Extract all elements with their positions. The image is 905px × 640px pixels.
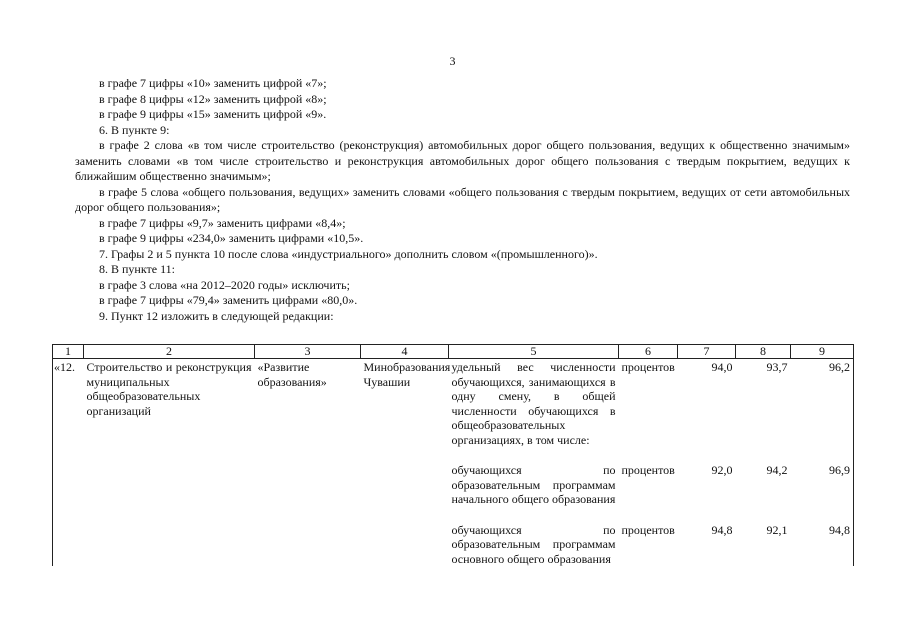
paragraph: 9. Пункт 12 изложить в следующей редакции: [99,308,334,323]
paragraph: в графе 7 цифры «9,7» заменить цифрами «8,4»; [99,215,346,230]
indicator-value-9: 96,2 [791,359,854,448]
indicator-value-7: 92,0 [711,463,733,477]
table-row [53,359,854,448]
item-program: «Развитие образования» [257,360,327,389]
item-number: «12. [53,359,84,448]
column-header: 9 [791,345,854,359]
column-header: 5 [449,345,619,359]
paragraph: 7. Графы 2 и 5 пункта 10 после слова «индустриального» дополнить словом «(промышленного)». [99,246,598,261]
indicator-value-8: 94,2 [766,463,788,477]
column-header: 2 [84,345,255,359]
column-header: 6 [619,345,678,359]
indicator-value-7: 94,0 [711,360,733,374]
paragraph: в графе 7 цифры «79,4» заменить цифрами «80,0». [99,293,358,307]
document-body [75,76,850,324]
indicator-value-8: 93,7 [766,360,788,374]
column-header: 8 [736,345,791,359]
paragraph: в графе 5 слова «общего пользования, ведущих» заменить словами «общего пользования с твердым покрытием, ведущих от сети автомобильных дорог общего пользования»; [75,184,850,214]
table-row [53,522,854,567]
indicator-value-7: 94,8 [711,522,733,537]
paragraph: 6. В пункте 9: [99,122,170,137]
table-spacer-row [53,507,854,522]
indicator-value-8: 92,1 [766,522,788,537]
indicator-description: обучающихся по образовательным программам основного общего образования [451,522,616,566]
indicator-description: удельный вес численности обучающихся, занимающихся в одну смену, в общей численности обучающихся в общеобразовательных организациях, в том числе: [451,360,616,447]
paragraph: в графе 7 цифры «10» заменить цифрой «7»; [99,76,327,90]
page-number: 3 [449,54,456,68]
paragraph: в графе 3 слова «на 2012–2020 годы» исключить; [99,277,350,292]
item-executor: Минобразования Чувашии [363,360,451,389]
indicator-value-9: 96,9 [791,462,854,507]
indicator-unit: процентов [621,463,675,477]
indicator-value-9: 94,8 [791,522,854,567]
item-name: Строительство и реконструкция муниципальных общеобразовательных организаций [86,360,252,418]
column-header: 1 [53,345,84,359]
table-header-row [53,345,854,359]
column-header: 7 [678,345,736,359]
paragraph: в графе 2 слова «в том числе строительство (реконструкция) автомобильных дорог общего пользования, ведущих к общественно значимым» заменить словами «в том числе строительство и реконструкция автомобильных дорог общего пользования с твердым покрытием, ведущих к ближайшим общественно значимым»; [75,138,850,183]
column-header: 4 [361,345,449,359]
paragraph: в графе 8 цифры «12» заменить цифрой «8»; [99,91,327,106]
paragraph: в графе 9 цифры «15» заменить цифрой «9». [99,107,327,121]
program-table [52,344,854,566]
table-spacer-row [53,447,854,462]
indicator-description: обучающихся по образовательным программам начального общего образования [451,463,616,506]
paragraph: 8. В пункте 11: [99,262,175,276]
indicator-unit: процентов [621,360,675,374]
table-row [53,462,854,507]
indicator-unit: процентов [621,522,675,537]
column-header: 3 [255,345,361,359]
paragraph: в графе 9 цифры «234,0» заменить цифрами «10,5». [99,231,364,245]
